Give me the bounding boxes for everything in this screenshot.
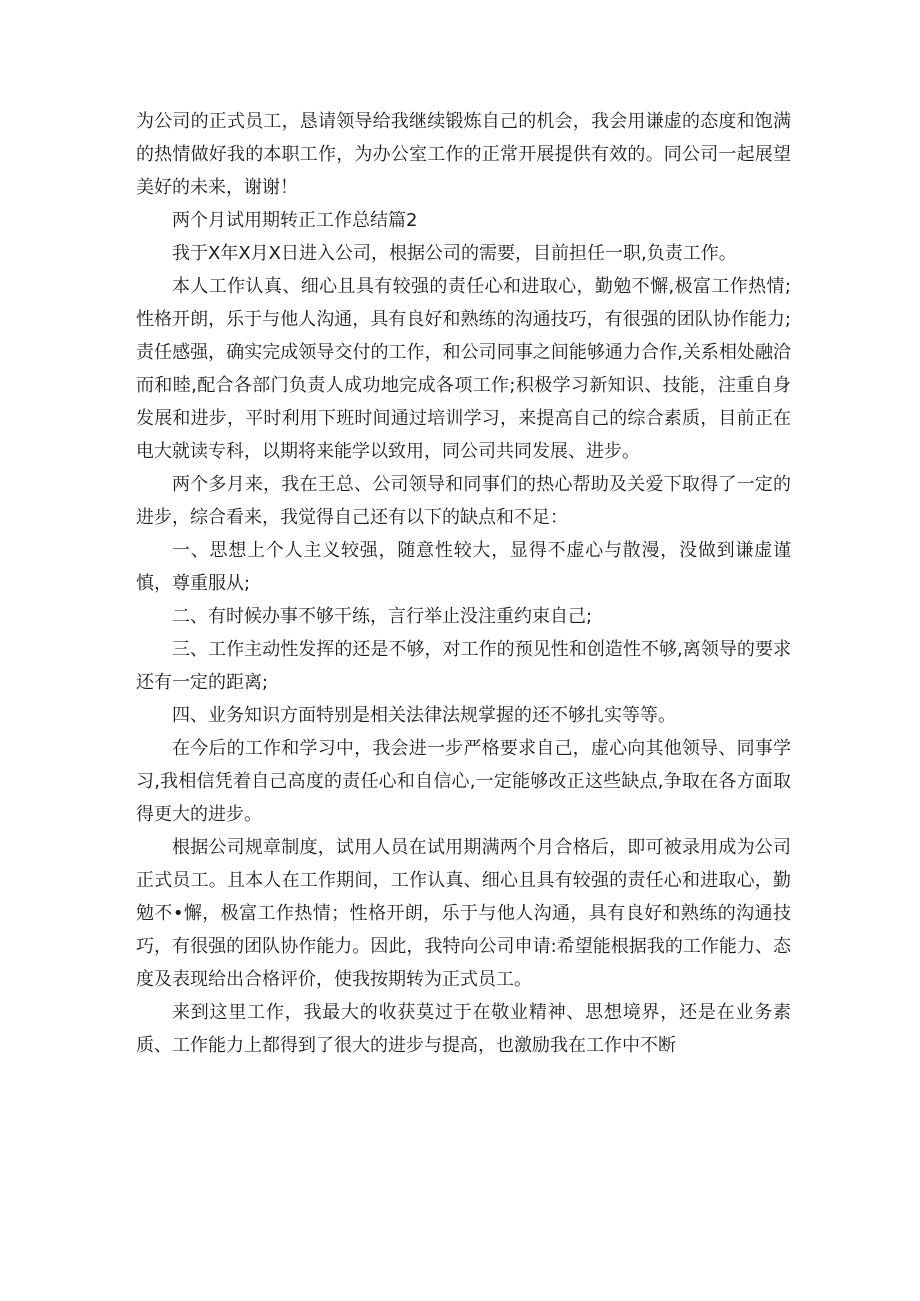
paragraph-progress-intro: 两个多月来，我在王总、公司领导和同事们的热心帮助及关爱下取得了一定的进步，综合看来，我觉得自己还有以下的缺点和不足： (136, 474, 791, 528)
paragraph-shortcoming-3: 三、工作主动性发挥的还是不够，对工作的预见性和创造性不够,离领导的要求还有一定的距离; (136, 639, 791, 693)
paragraph-gains: 来到这里工作，我最大的收获莫过于在敬业精神、思想境界，还是在业务素质、工作能力上都得到了很大的进步与提高，也激励我在工作中不断 (136, 1002, 791, 1056)
paragraph-continuation: 为公司的正式员工，恳请领导给我继续锻炼自己的机会，我会用谦虚的态度和饱满的热情做好我的本职工作，为办公室工作的正常开展提供有效的。同公司一起展望美好的未来，谢谢！ (136, 111, 791, 198)
paragraph-application: 根据公司规章制度，试用人员在试用期满两个月合格后，即可被录用成为公司正式员工。且本人在工作期间，工作认真、细心且具有较强的责任心和进取心，勤勉不•懈，极富工作热情；性格开朗，乐于与他人沟通，具有良好和熟练的沟通技巧，有很强的团队协作能力。因此，我特向公司申请:希望能根据我的工作能力、态度及表现给出合格评价，使我按期转为正式员工。 (136, 837, 791, 990)
paragraph-self-assessment: 本人工作认真、细心且具有较强的责任心和进取心，勤勉不懈,极富工作热情;性格开朗，乐于与他人沟通，具有良好和熟练的沟通技巧，有很强的团队协作能力;责任感强，确实完成领导交付的工作，和公司同事之间能够通力合作,关系相处融洽而和睦,配合各部门负责人成功地完成各项工作;积极学习新知识、技能，注重自身发展和进步，平时利用下班时间通过培训学习，来提高自己的综合素质，目前正在电大就读专科，以期将来能学以致用，同公司共同发展、进步。 (136, 276, 791, 462)
paragraph-shortcoming-1: 一、思想上个人主义较强，随意性较大，显得不虚心与散漫，没做到谦虚谨慎，尊重服从; (136, 540, 791, 594)
paragraph-future-plan: 在今后的工作和学习中，我会进一步严格要求自己，虚心向其他领导、同事学习,我相信凭着自己高度的责任心和自信心,一定能够改正这些缺点,争取在各方面取得更大的进步。 (136, 738, 791, 825)
paragraph-shortcoming-2: 二、有时候办事不够干练，言行举止没注重约束自己; (172, 606, 593, 627)
paragraph-shortcoming-4: 四、业务知识方面特别是相关法律法规掌握的还不够扎实等等。 (172, 705, 676, 726)
paragraph-entry-date: 我于X年X月X日进入公司，根据公司的需要，目前担任一职,负责工作。 (172, 243, 737, 264)
section-heading: 两个月试用期转正工作总结篇2 (172, 210, 418, 231)
document-page (136, 105, 791, 1062)
